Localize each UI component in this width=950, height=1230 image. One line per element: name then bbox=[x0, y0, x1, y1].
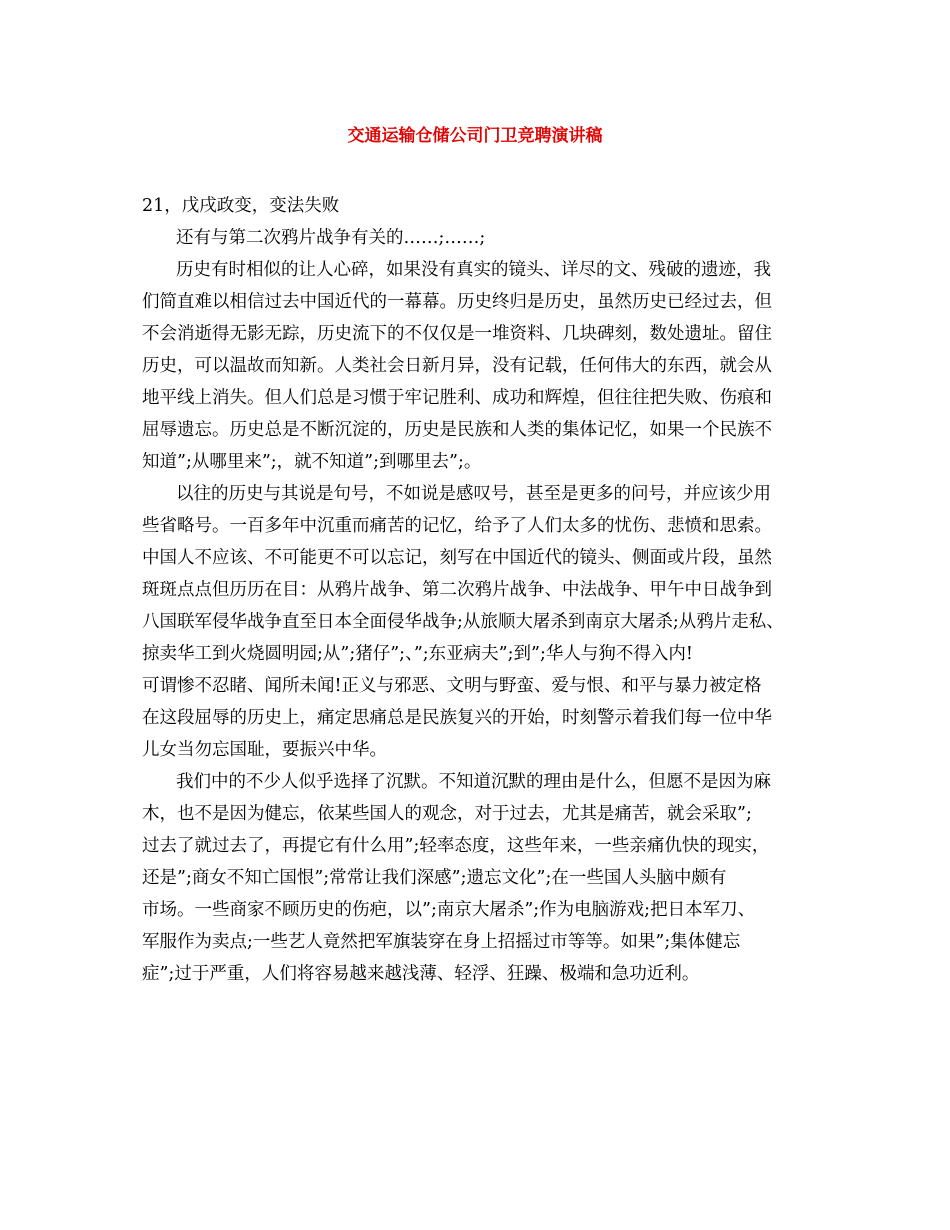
text-line: 中国人不应该、不可能更不可以忘记，刻写在中国近代的镜头、侧面或片段，虽然 bbox=[142, 548, 772, 568]
text-line: 地平线上消失。但人们总是习惯于牢记胜利、成功和辉煌，但往往把失败、伤痕和 bbox=[142, 388, 772, 408]
text-line: 八国联军侵华战争直至日本全面侵华战争;从旅顺大屠杀到南京大屠杀;从鸦片走私、 bbox=[142, 612, 784, 632]
text-line: 市场。一些商家不顾历史的伤疤，以”;南京大屠杀”;作为电脑游戏;把日本军刀、 bbox=[142, 900, 756, 920]
text-line: 木，也不是因为健忘，依某些国人的观念，对于过去，尤其是痛苦，就会采取”; bbox=[142, 804, 752, 824]
text-line: 症”;过于严重，人们将容易越来越浅薄、轻浮、狂躁、极端和急功近利。 bbox=[142, 964, 700, 984]
text-line: 儿女当勿忘国耻，要振兴中华。 bbox=[142, 740, 387, 760]
text-line: 掠卖华工到火烧圆明园;从”;猪仔”;、”;东亚病夫”;到”;华人与狗不得入内! bbox=[142, 644, 693, 664]
text-line: 屈辱遗忘。历史总是不断沉淀的，历史是民族和人类的集体记忆，如果一个民族不 bbox=[142, 420, 772, 440]
text-line: 些省略号。一百多年中沉重而痛苦的记忆，给予了人们太多的忧伤、悲愤和思索。 bbox=[142, 516, 772, 536]
text-line: 可谓惨不忍睹、闻所未闻!正义与邪恶、文明与野蛮、爱与恨、和平与暴力被定格 bbox=[142, 676, 762, 696]
document-title: 交通运输仓储公司门卫竞聘演讲稿 bbox=[347, 126, 603, 146]
text-line: 历史，可以温故而知新。人类社会日新月异，没有记载，任何伟大的东西，就会从 bbox=[142, 356, 772, 376]
text-line: 还有与第二次鸦片战争有关的……;……; bbox=[176, 228, 486, 248]
text-line: 知道”;从哪里来”;，就不知道”;到哪里去”;。 bbox=[142, 452, 482, 472]
document-body bbox=[142, 193, 822, 993]
text-line: 们简直难以相信过去中国近代的一幕幕。历史终归是历史，虽然历史已经过去，但 bbox=[142, 292, 772, 312]
text-line: 过去了就过去了，再提它有什么用”;轻率态度，这些年来，一些亲痛仇快的现实， bbox=[142, 836, 770, 856]
text-line: 还是”;商女不知亡国恨”;常常让我们深感”;遗忘文化”;在一些国人头脑中颇有 bbox=[142, 868, 727, 888]
text-line: 在这段屈辱的历史上，痛定思痛总是民族复兴的开始，时刻警示着我们每一位中华 bbox=[142, 708, 772, 728]
text-line: 不会消逝得无影无踪，历史流下的不仅仅是一堆资料、几块碑刻，数处遗址。留住 bbox=[142, 324, 772, 344]
text-line: 以往的历史与其说是句号，不如说是感叹号，甚至是更多的问号，并应该少用 bbox=[176, 484, 771, 504]
text-line: 斑斑点点但历历在目：从鸦片战争、第二次鸦片战争、中法战争、甲午中日战争到 bbox=[142, 580, 772, 600]
text-line: 军服作为卖点;一些艺人竟然把军旗装穿在身上招摇过市等等。如果”;集体健忘 bbox=[142, 932, 741, 952]
text-line: 历史有时相似的让人心碎，如果没有真实的镜头、详尽的文、残破的遗迹，我 bbox=[176, 260, 771, 280]
text-line: 我们中的不少人似乎选择了沉默。不知道沉默的理由是什么，但愿不是因为麻 bbox=[176, 772, 771, 792]
text-line: 21，戊戌政变，变法失败 bbox=[142, 196, 340, 216]
